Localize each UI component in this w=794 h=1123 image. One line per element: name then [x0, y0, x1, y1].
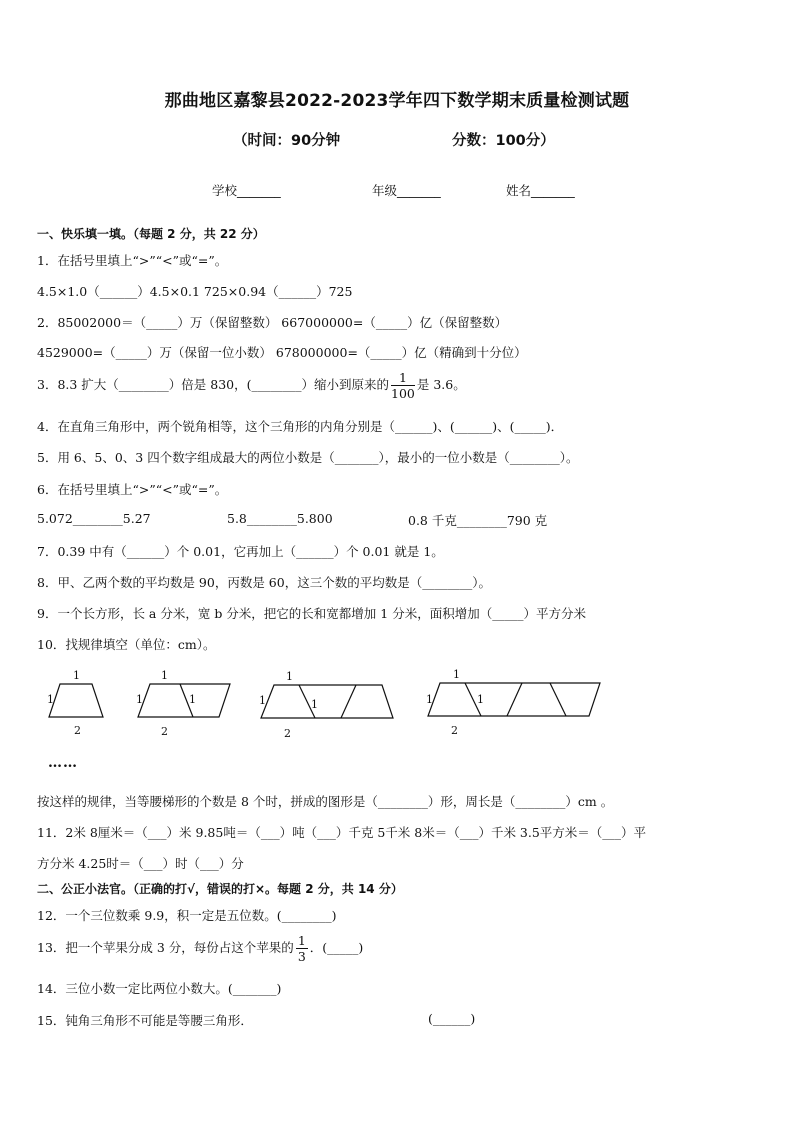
question-6: 6．在括号里填上“>”“<”或“=”。	[37, 482, 228, 497]
fraction-1-3	[296, 933, 308, 964]
question-11-line-1: 11．2米 8厘米＝（___）米 9.85吨＝（___）吨（___）千克 5千米 8米＝（___）千米 3.5平方米＝（___）平	[37, 825, 647, 840]
school-field: 学校_______	[212, 183, 281, 198]
question-1: 1．在括号里填上“>”“<”或“=”。	[37, 253, 228, 268]
trapezoid-shape-3	[261, 685, 393, 718]
name-field: 姓名_______	[506, 183, 575, 198]
question-2-line-2: 4529000=（_____）万（保留一位小数） 678000000=（_____）亿（精确到十分位）	[37, 345, 527, 360]
fraction-denominator: 100	[391, 386, 415, 401]
trapezoid-bottom-label: 2	[451, 724, 458, 737]
question-6-item-a: 5.072________5.27	[37, 511, 151, 526]
exam-time: （时间：90分钟	[233, 133, 341, 149]
section-1-heading: 一、快乐填一填。（每题 2 分，共 22 分）	[37, 227, 265, 241]
fraction-numerator: 1	[297, 933, 306, 948]
trapezoid-top-label: 1	[453, 668, 460, 681]
grade-field: 年级_______	[372, 183, 441, 198]
trapezoid-side-label: 1	[477, 693, 484, 706]
trapezoid-side-label: 1	[189, 693, 196, 706]
trapezoid-side-label: 1	[136, 693, 143, 706]
question-13	[37, 933, 363, 964]
question-6-item-b: 5.8________5.800	[227, 511, 333, 526]
question-15: 15．钝角三角形不可能是等腰三角形．	[37, 1013, 253, 1028]
question-8: 8．甲、乙两个数的平均数是 90，丙数是 60，这三个数的平均数是（________）。	[37, 575, 491, 590]
question-3-text: 3．8.3 扩大（________）倍是 830，(________）缩小到原来的	[37, 377, 390, 392]
ellipsis-dots: ……	[48, 755, 78, 771]
section-2-heading: 二、公正小法官。（正确的打√，错误的打×。每题 2 分，共 14 分）	[37, 882, 403, 896]
trapezoid-side-label: 1	[426, 693, 433, 706]
trapezoid-top-label: 1	[161, 669, 168, 682]
question-2-line-1: 2．85002000＝（_____）万（保留整数） 667000000=（_____）亿（保留整数）	[37, 315, 508, 330]
page-title: 那曲地区嘉黎县2022-2023学年四下数学期末质量检测试题	[164, 91, 630, 111]
trapezoid-top-label: 1	[286, 670, 293, 683]
question-10-continuation: 按这样的规律，当等腰梯形的个数是 8 个时，拼成的图形是（________）形，周长是（________）cm 。	[37, 794, 614, 809]
trapezoid-side-label: 1	[311, 698, 318, 711]
exam-score: 分数：100分）	[452, 133, 555, 149]
question-6-item-c: 0.8 千克________790 克	[408, 513, 548, 528]
trapezoid-shape-2	[138, 684, 230, 717]
question-15-answer-blank: (______)	[428, 1011, 476, 1026]
question-5: 5．用 6、5、0、3 四个数字组成最大的两位小数是（_______），最小的一位小数是（________）。	[37, 450, 579, 465]
question-7: 7．0.39 中有（______）个 0.01，它再加上（______）个 0.01 就是 1。	[37, 544, 444, 559]
question-3-tail: 是 3.6。	[416, 377, 466, 392]
trapezoid-bottom-label: 2	[161, 725, 168, 738]
question-13-text: 13．把一个苹果分成 3 分，每份占这个苹果的	[37, 940, 294, 955]
question-10: 10．找规律填空（单位：cm）。	[37, 637, 216, 652]
question-12: 12．一个三位数乘 9.9，积一定是五位数。(________)	[37, 908, 337, 923]
question-11-line-2: 方分米 4.25时＝（___）时（___）分	[37, 856, 244, 871]
trapezoid-side-label: 1	[47, 693, 54, 706]
question-1-items: 4.5×1.0（______）4.5×0.1 725×0.94（______）725	[37, 284, 353, 299]
trapezoid-pattern-figure	[0, 660, 794, 760]
question-13-tail: ．(_____)	[309, 940, 364, 955]
trapezoid-shape-1	[49, 684, 103, 717]
question-3	[37, 370, 466, 401]
trapezoid-bottom-label: 2	[74, 724, 81, 737]
fraction-denominator: 3	[297, 949, 306, 964]
question-9: 9．一个长方形，长 a 分米，宽 b 分米，把它的长和宽都增加 1 分米，面积增加（_____）平方分米	[37, 606, 586, 621]
fraction-numerator: 1	[391, 370, 415, 386]
trapezoid-bottom-label: 2	[284, 727, 291, 740]
trapezoid-top-label: 1	[73, 669, 80, 682]
trapezoid-side-label: 1	[259, 694, 266, 707]
question-14: 14．三位小数一定比两位小数大。(_______)	[37, 981, 282, 996]
question-4: 4．在直角三角形中，两个锐角相等，这个三角形的内角分别是（______)、(______)、(_____)．	[37, 419, 564, 434]
fraction-1-100	[391, 370, 415, 401]
